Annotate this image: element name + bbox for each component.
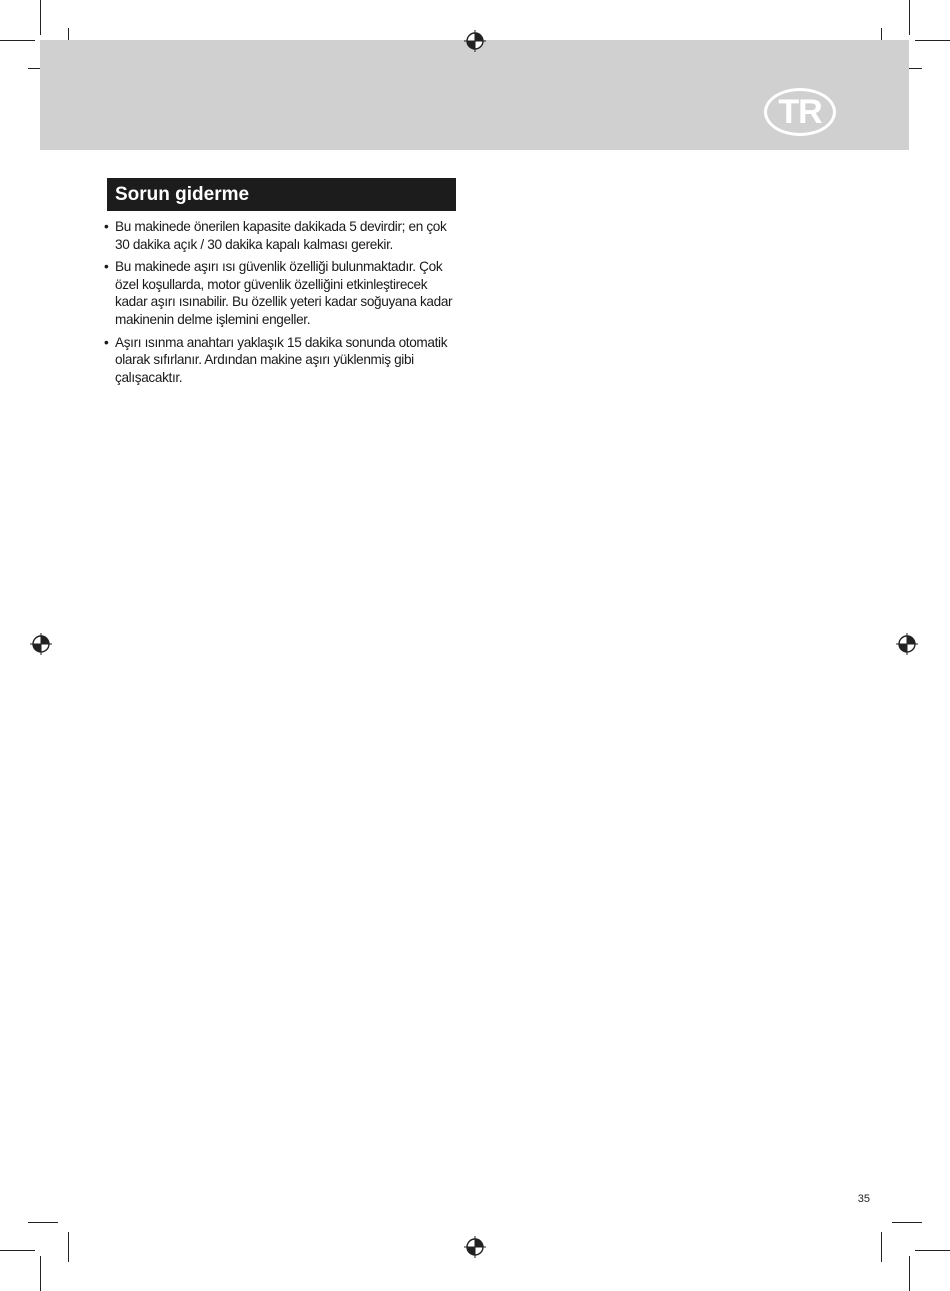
crop-mark (915, 1250, 950, 1251)
list-item (104, 258, 460, 328)
registration-crosshair-icon (896, 633, 918, 655)
section-title: Sorun giderme (107, 178, 456, 211)
troubleshooting-list (104, 218, 460, 391)
page-number: 35 (857, 1193, 870, 1205)
crop-mark (915, 40, 950, 41)
crop-mark (68, 1232, 69, 1262)
crop-mark (881, 1232, 882, 1262)
crop-mark (28, 1222, 58, 1223)
crop-mark (40, 0, 41, 35)
list-item-text: Bu makinede aşırı ısı güvenlik özelliği bulunmaktadır. Çok özel koşullarda, motor güvenlik özelliğini etkinleştirecek kadar aşırı ısınabilir. Bu özellik yeteri kadar soğuyana kadar makinenin delme işlemini engeller. (115, 259, 453, 327)
bullet-icon: • (104, 219, 109, 234)
crop-mark (909, 1256, 910, 1291)
list-item (104, 334, 460, 387)
crop-mark (0, 40, 35, 41)
bullet-icon: • (104, 334, 109, 350)
bullet-icon: • (104, 259, 109, 275)
list-item (104, 218, 460, 253)
crop-mark (892, 1222, 922, 1223)
crop-mark (909, 0, 910, 35)
registration-crosshair-icon (464, 1236, 486, 1258)
crop-mark (0, 1250, 35, 1251)
list-item-text: Bu makinede önerilen kapasite dakikada 5 devirdir; en çok 30 dakika açık / 30 dakika kapalı kalması gerekir. (115, 219, 447, 252)
crop-mark (40, 1256, 41, 1291)
list-item-text: Aşırı ısınma anahtarı yaklaşık 15 dakika sonunda otomatik olarak sıfırlanır. Ardından makine aşırı yüklenmiş gibi çalışacaktır. (115, 334, 448, 385)
language-badge: TR (764, 88, 836, 136)
registration-crosshair-icon (30, 633, 52, 655)
registration-crosshair-icon (464, 30, 486, 52)
